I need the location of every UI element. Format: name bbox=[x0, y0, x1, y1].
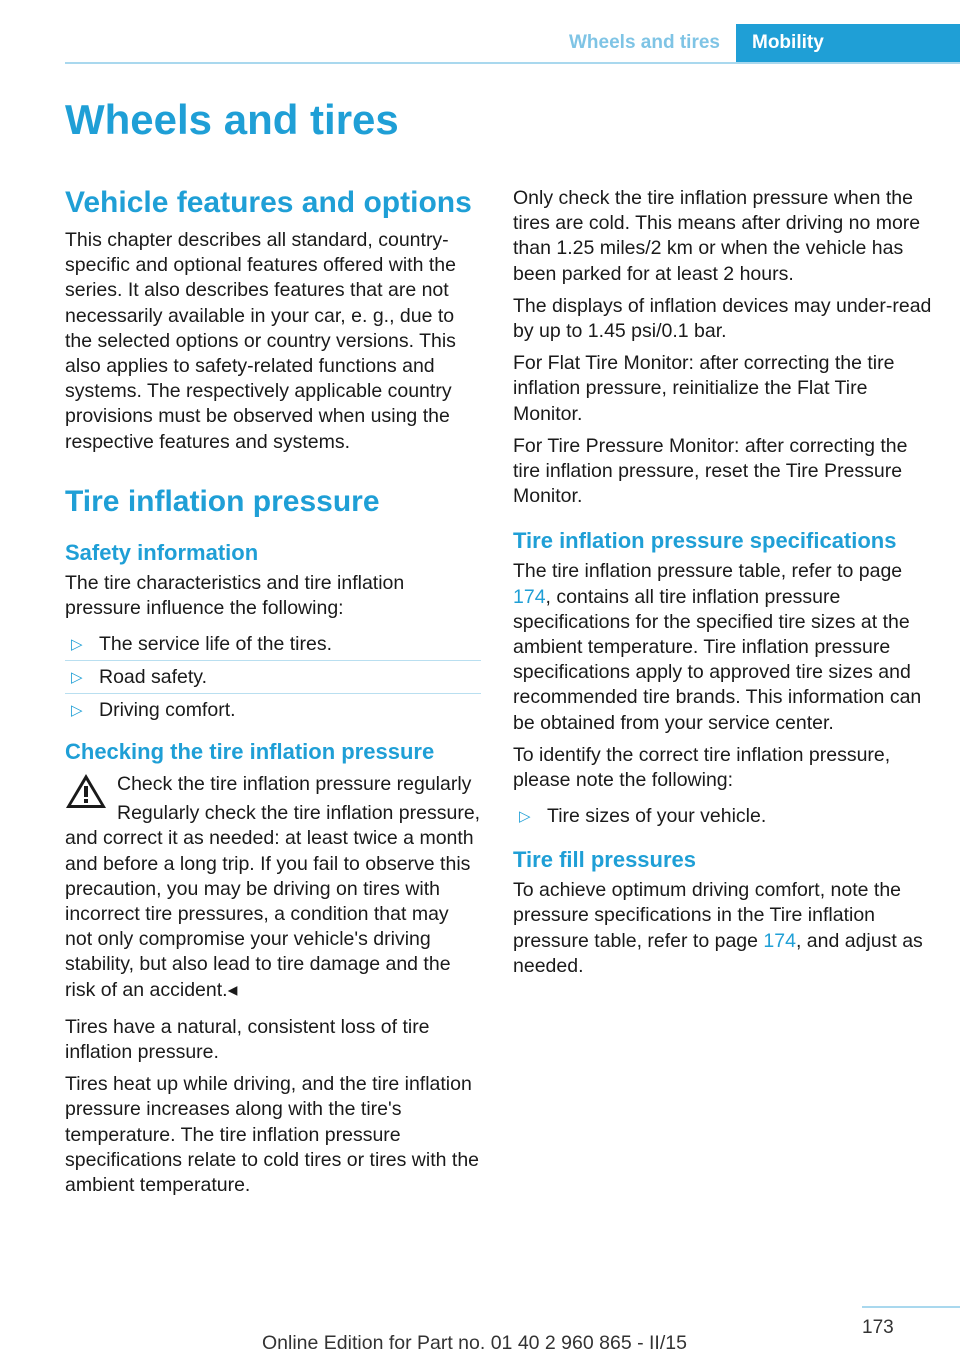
page-title: Wheels and tires bbox=[65, 96, 399, 143]
heading-vehicle-features: Vehicle features and options bbox=[65, 186, 472, 219]
triangle-right-outline-icon: ▷ bbox=[519, 808, 531, 826]
footer-edition: Online Edition for Part no. 01 40 2 960 865 - II/15 bbox=[262, 1332, 687, 1354]
identify-bullet-list bbox=[513, 800, 933, 832]
paragraph-flat-tire-monitor: For Flat Tire Monitor: after correcting the tire inflation pressure, reinitialize the Flat Tire Monitor. bbox=[513, 352, 895, 425]
warning-heading: Check the tire inflation pressure regularly bbox=[117, 773, 472, 796]
triangle-right-outline-icon: ▷ bbox=[71, 702, 83, 720]
paragraph-heat: Tires heat up while driving, and the tire inflation pressure increases along with the tire's temperature. The tire inflation pressure specifications relate to cold tires or tires with the ambient temperature. bbox=[65, 1073, 480, 1197]
paragraph-displays: The displays of inflation devices may under-read by up to 1.45 psi/0.1 bar. bbox=[513, 294, 932, 343]
warning-block bbox=[65, 772, 481, 1003]
heading-safety-information: Safety information bbox=[65, 539, 259, 565]
footer-rule bbox=[862, 1306, 960, 1308]
heading-checking-pressure: Checking the tire inflation pressure bbox=[65, 739, 435, 765]
list-item: ▷ Tire sizes of your vehicle. bbox=[519, 805, 767, 828]
heading-tire-fill-pressures: Tire fill pressures bbox=[513, 847, 697, 873]
page-link[interactable]: 174 bbox=[513, 585, 546, 608]
paragraph-identify: To identify the correct tire inflation pressure, please note the following: bbox=[513, 743, 891, 792]
triangle-right-outline-icon: ▷ bbox=[71, 669, 83, 687]
running-header bbox=[65, 24, 960, 64]
paragraph-safety: The tire characteristics and tire inflation pressure influence the following: bbox=[65, 571, 405, 620]
paragraph-specifications: The tire inflation pressure table, refer to page 174, contains all tire inflation pressure specifications for the specified tire sizes at the ambient temperature. Tire inflation pressure specifications apply to approved tire sizes and recommended tire brands. This information can be obtained from your service center. bbox=[513, 560, 922, 734]
right-column bbox=[513, 186, 933, 986]
triangle-right-outline-icon: ▷ bbox=[71, 636, 83, 654]
page-link[interactable]: 174 bbox=[763, 929, 796, 952]
warning-triangle-icon bbox=[65, 772, 107, 810]
paragraph-tire-pressure-monitor: For Tire Pressure Monitor: after correcting the tire inflation pressure, reset the Tire Pressure Monitor. bbox=[513, 434, 908, 508]
paragraph-fill-pressures: To achieve optimum driving comfort, note the pressure specifications in the Tire inflation pressure table, refer to page 174, and adjust as needed. bbox=[513, 879, 923, 977]
heading-tire-inflation-pressure: Tire inflation pressure bbox=[65, 484, 380, 518]
paragraph-pressure-loss: Tires have a natural, consistent loss of tire inflation pressure. bbox=[65, 1015, 430, 1064]
list-item: ▷ Driving comfort. bbox=[71, 699, 236, 722]
header-section-title: Wheels and tires bbox=[569, 32, 720, 53]
paragraph-features: This chapter describes all standard, country-specific and optional features offered with the series. It also describes features that are not necessarily available in your car, e. g., due to the selected options or country versions. This also applies to safety-related functions and systems. The respectively applicable country provisions must be observed when using the respective features and systems. bbox=[65, 229, 456, 453]
paragraph-check-cold: Only check the tire inflation pressure when the tires are cold. This means after driving no more than 1.25 miles/2 km or when the vehicle has been parked for at least 2 hours. bbox=[513, 187, 921, 285]
list-item: ▷ Road safety. bbox=[65, 661, 481, 694]
list-item: ▷ The service life of the tires. bbox=[65, 628, 481, 661]
warning-text: Regularly check the tire inflation pressure, and correct it as needed: at least twice a month and before a long trip. If you fail to observe this precaution, you may be driving on tires with incorrect tire pressures, a condition that may not only compromise your vehicle's driving stability, but also lead to tire damage and the risk of an accident.◂ bbox=[65, 802, 481, 1001]
left-column bbox=[65, 186, 481, 1205]
page-number: 173 bbox=[862, 1317, 894, 1338]
safety-bullet-list bbox=[65, 628, 481, 726]
header-chapter-tab: Mobility bbox=[736, 24, 960, 62]
heading-pressure-specifications: Tire inflation pressure specifications bbox=[513, 528, 897, 554]
